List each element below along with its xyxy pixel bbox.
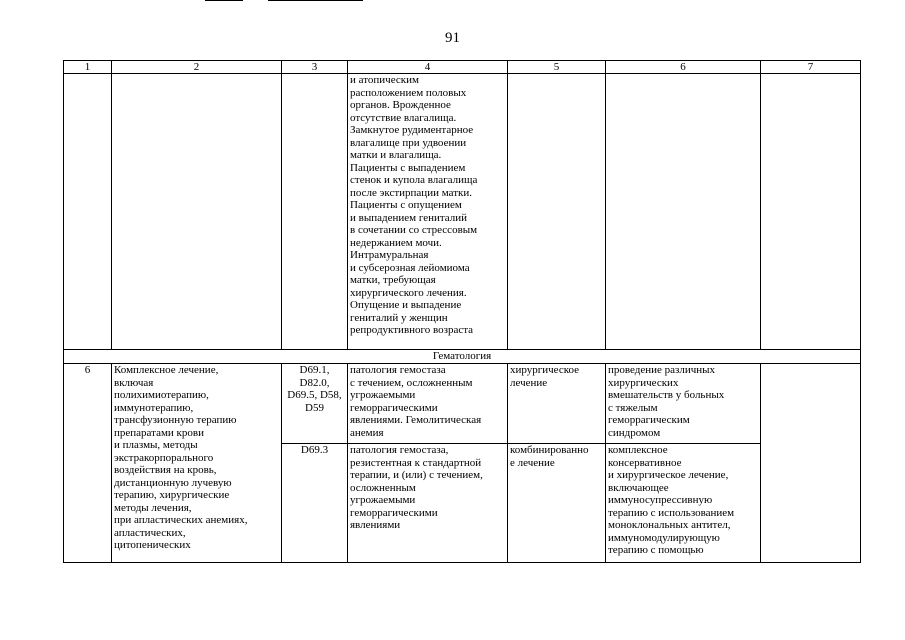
care-type-name: Комплексное лечение, включая полихимиотерапию, иммунотерапию, трансфузионную терапию препаратами крови и плазмы, методы экстракорпорального воздействия на кровь, дистанционную лучевую терапию, хирургические методы лечения, при апластических анемиях, апластических, цитопенических <box>112 364 282 563</box>
table-cell <box>282 74 348 350</box>
table-cell <box>508 74 606 350</box>
section-title: Гематология <box>64 350 861 364</box>
column-header: 5 <box>508 61 606 74</box>
column-header: 2 <box>112 61 282 74</box>
treatment-type: хирургическое лечение <box>508 364 606 444</box>
treatment-method: проведение различных хирургических вмешательств у больных с тяжелым геморрагическим синдромом <box>606 364 761 444</box>
table-cell <box>761 74 861 350</box>
medical-care-table <box>63 60 861 563</box>
table-cell <box>112 74 282 350</box>
top-edge-line-left <box>205 0 243 1</box>
column-header: 1 <box>64 61 112 74</box>
table-cell <box>606 74 761 350</box>
icd-codes: D69.1, D82.0, D69.5, D58, D59 <box>282 364 348 444</box>
page-number: 91 <box>445 30 460 46</box>
column-number-row <box>64 61 861 74</box>
top-edge-line-right <box>268 0 363 1</box>
continuation-row <box>64 74 861 350</box>
treatment-method: комплексное консервативное и хирургическое лечение, включающее иммуносупрессивную терапию с использованием моноклональных антител, иммуномодулирующую терапию с помощью <box>606 444 761 563</box>
section-row <box>64 350 861 364</box>
row-number: 6 <box>64 364 112 563</box>
column-header: 4 <box>348 61 508 74</box>
patient-model: патология гемостаза, резистентная к стандартной терапии, и (или) с течением, осложненным угрожаемыми геморрагическими явлениями <box>348 444 508 563</box>
diagnosis-cell: и атопическим расположением половых органов. Врожденное отсутствие влагалища. Замкнутое рудиментарное влагалище при удвоении матки и влагалища. Пациенты с выпадением стенок и купола влагалища после экстирпации матки. Пациенты с опущением и выпадением гениталий в сочетании со стрессовым недержанием мочи. Интрамуральная и субсерозная лейомиома матки, требующая хирургического лечения. Опущение и выпадение гениталий у женщин репродуктивного возраста <box>348 74 508 350</box>
table-cell <box>64 74 112 350</box>
table-row <box>64 364 861 444</box>
patient-model: патология гемостаза с течением, осложненным угрожаемыми геморрагическими явлениями. Гемолитическая анемия <box>348 364 508 444</box>
column-header: 6 <box>606 61 761 74</box>
column-header: 7 <box>761 61 861 74</box>
icd-codes: D69.3 <box>282 444 348 563</box>
column-header: 3 <box>282 61 348 74</box>
table-cell <box>761 364 861 563</box>
treatment-type: комбинированно е лечение <box>508 444 606 563</box>
